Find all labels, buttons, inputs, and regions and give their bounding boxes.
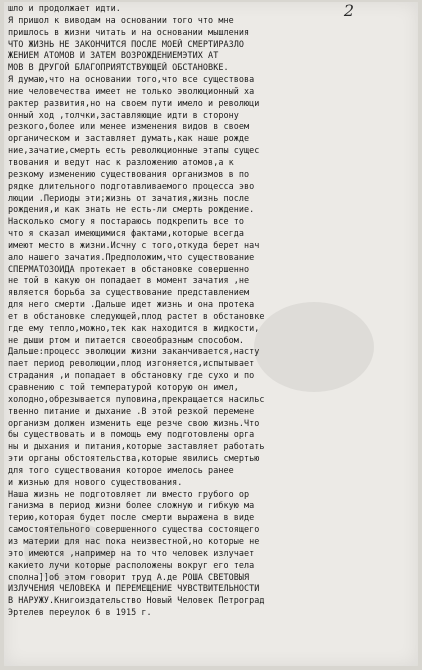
text-line: это имеются ,например на то что человек излучает <box>8 547 255 558</box>
text-line: сполна]]об этом говорит труд А.де РОША СВЕТОВЫЯ <box>8 571 250 582</box>
text-line: твования и ведут нас к разложению атомов,а к <box>8 156 234 167</box>
typewritten-page <box>4 2 418 666</box>
text-line: страдания ,и попадает в обстановку где сухо и по <box>8 370 255 381</box>
text-line: ет в обстановке следующей,плод растет в обстановке <box>8 310 265 321</box>
text-line: какието лучи которые расположены вокруг его тела <box>8 559 255 570</box>
text-line: Я пришол к виводам на основании того что мне <box>8 14 234 25</box>
text-line: МОВ В ДРУГОЙ БЛАГОПРИЯТСТВУЮЩЕЙ ОБСТАНОВКЕ. <box>8 62 229 73</box>
text-line: рактер развития,но на своем пути имело и революци <box>8 97 260 108</box>
text-line: ЖЕНИЕМ АТОМОВ И ЗАТЕМ ВОЗРОЖДЕНИЕМЭТИХ АТ <box>8 50 219 61</box>
document-body <box>8 3 416 619</box>
text-line: холодно,обрезывается пуповина,прекращается насильс <box>8 393 265 404</box>
text-line: самостоятельного совершенного существа состоящего <box>8 524 260 535</box>
text-line: твенно питание и дыхание .В этой резкой перемене <box>8 405 255 416</box>
text-line: что я сказал имеющимися фактами,которые всегда <box>8 228 244 239</box>
text-line: онный ход ,толчки,заставляющие идти в сторону <box>8 109 239 120</box>
text-line: Насколько смогу я постараюсь подкрепить все то <box>8 216 244 227</box>
text-line: пает период революции,плод изгоняется,испытывает <box>8 358 255 369</box>
text-line: пришлось в жизни читать и на основании мышления <box>8 26 250 37</box>
text-line: рождения,и как знать не есть-ли смерть рождение. <box>8 204 255 215</box>
text-line: люции .Периоды эти;жизнь от зачатия,жизнь после <box>8 192 250 203</box>
text-line: является борьба за существование представлением <box>8 287 250 298</box>
text-line: имеют место в жизни.Исчну с того,откуда берет нач <box>8 239 260 250</box>
text-line: ЧТО ЖИЗНЬ НЕ ЗАКОНЧИТСЯ ПОСЛЕ МОЕЙ СМЕРТИРАЗЛО <box>8 38 244 49</box>
text-line: шло и продолжает идти. <box>8 3 121 13</box>
text-line: ны и дыхания и питания,которые заставляет работать <box>8 441 265 452</box>
text-line: ИЗЛУЧЕНИЯ ЧЕЛОВЕКА И ПЕРЕМЕЩЕНИЕ ЧУВСТВИТЕЛЬНОСТИ <box>8 583 260 594</box>
text-line: для него смерти .Дальше идет жизнь и она протека <box>8 299 255 310</box>
text-line: для того существования которое имелось ранее <box>8 464 234 475</box>
text-line: рядке длительного подготавливаемого процесса эво <box>8 180 255 191</box>
page-number: 2 <box>343 2 354 20</box>
text-line: резкого,более или менее изменения видов в своем <box>8 121 250 132</box>
text-line: ганизма в период жизни более сложную и гибкую ма <box>8 500 255 511</box>
text-line: и жизнью для нового существования. <box>8 476 183 487</box>
text-line: ало нашего зачатия.Предположим,что существование <box>8 251 255 262</box>
text-line: не дыши ртом и питается своеобразным способом. <box>8 334 244 345</box>
text-line: Я думаю,что на основании того,что все существова <box>8 74 255 85</box>
text-line: эти органы обстоятельства,которые явились смертью <box>8 453 260 464</box>
text-line: где ему тепло,можно,тек как находится в жидкости, <box>8 322 260 333</box>
text-line: бы существовать и в помощь ему подготовлены орга <box>8 429 255 440</box>
text-line: СПЕРМАТОЗОИДА протекает в обстановке совершенно <box>8 263 250 274</box>
text-line: терию,которая будет после смерти выражена в виде <box>8 512 255 523</box>
text-line: Эртелев переулок 6 в 1915 г. <box>8 607 152 618</box>
text-line: Наша жизнь не подготовляет ли вместо грубого ор <box>8 488 250 499</box>
text-line: ние человечества имеет не только эволюционный ха <box>8 85 255 96</box>
text-line: не той в какую он попадает в момент зачатия ,не <box>8 275 250 286</box>
text-line: сравнению с той температурой которую он имел, <box>8 382 239 392</box>
text-line: органическом и заставляет думать,как наше рожде <box>8 133 250 144</box>
text-line: из материи для нас пока неизвестной,но которые не <box>8 535 260 546</box>
text-line: организм должен изменить еще резче свою жизнь.Что <box>8 417 260 428</box>
text-line: резкому изменению существования организмов в по <box>8 168 250 179</box>
text-line: ние,зачатие,смерть есть революционные этапы сущес <box>8 145 260 156</box>
text-line: Дальше:процесс эволюции жизни заканчивается,насту <box>8 346 260 357</box>
text-line: В НАРУЖУ.Книгоиздательство Новый Человек Петроград <box>8 595 265 606</box>
